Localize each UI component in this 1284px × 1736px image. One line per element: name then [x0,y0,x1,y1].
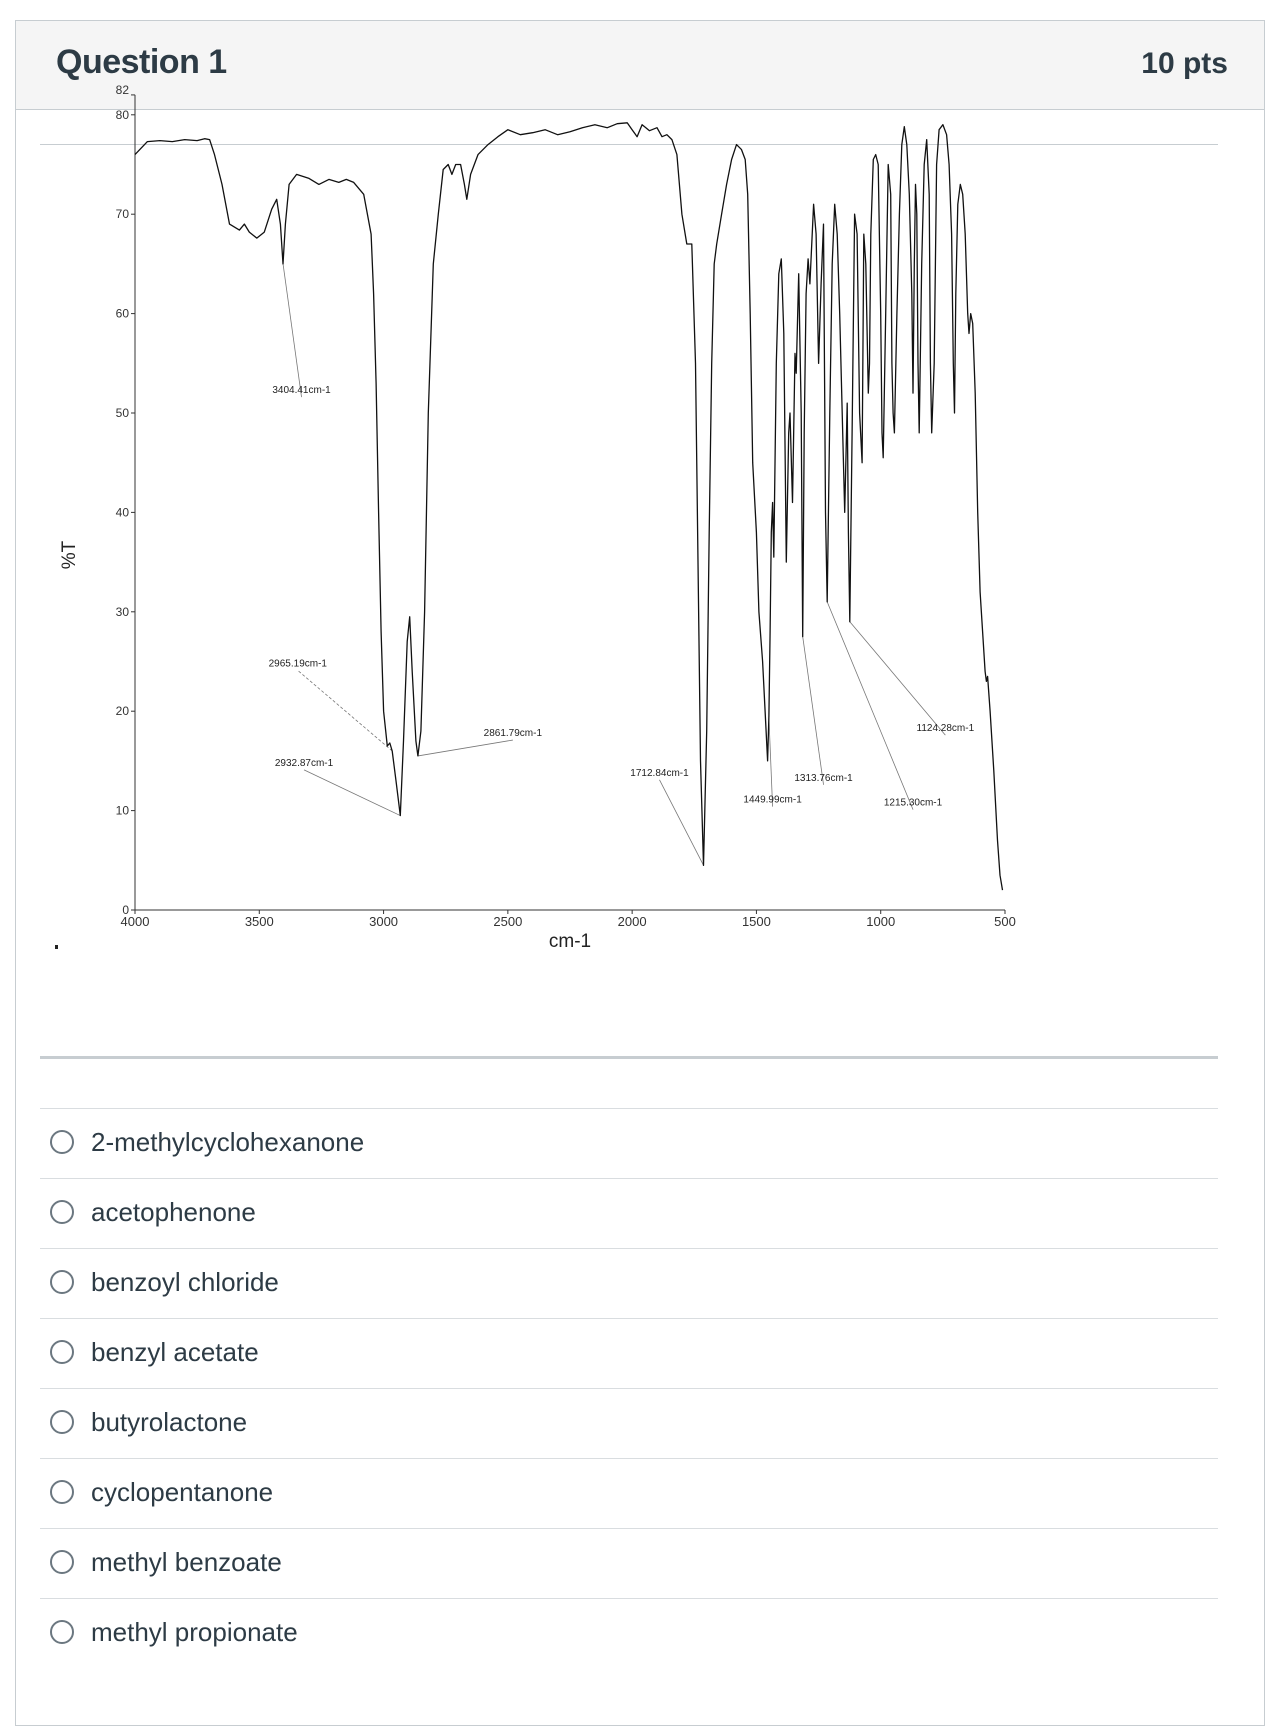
peak-label: 1449.99cm-1 [743,794,802,806]
x-tick-label: 2000 [617,914,647,929]
question-header [16,21,1264,110]
y-tick-label: 80 [115,107,129,122]
radio-button[interactable] [50,1550,74,1574]
answer-option[interactable] [40,1108,1218,1178]
peak-leader-line [803,637,824,785]
peak-leader-line [304,770,400,816]
peak-leader-line [659,780,703,865]
answer-label: cyclopentanone [91,1477,274,1507]
radio-button[interactable] [50,1410,74,1434]
question-points: 10 pts [1141,47,1228,80]
ir-spectrum-chart [40,82,1218,1055]
x-axis-label: cm-1 [548,931,592,952]
y-axis-label: %T [59,540,80,570]
radio-button[interactable] [50,1130,74,1154]
peak-label: 2965.19cm-1 [268,658,328,670]
answer-label: benzyl acetate [91,1337,259,1367]
peak-leader-line [850,622,946,735]
answer-option[interactable] [40,1598,1218,1668]
peak-label: 1712.84cm-1 [630,767,689,779]
radio-button[interactable] [50,1480,74,1504]
y-tick-label: 10 [115,803,129,818]
x-tick-label: 4000 [120,914,150,929]
y-tick-label: 70 [115,207,129,222]
answer-list [40,1108,1218,1668]
answer-label: butyrolactone [91,1407,248,1437]
radio-button[interactable] [50,1340,74,1364]
answer-label: methyl propionate [91,1617,298,1647]
x-tick-label: 1500 [741,914,771,929]
peak-label: 1215.30cm-1 [883,797,943,809]
y-tick-label: 40 [115,505,129,520]
x-tick-label: 500 [994,914,1016,929]
answer-label: methyl benzoate [91,1547,282,1577]
x-tick-label: 1000 [866,914,896,929]
y-tick-label: 82 [115,82,129,97]
peak-label: 3404.41cm-1 [272,385,331,397]
radio-button[interactable] [50,1200,74,1224]
peak-label: 2932.87cm-1 [274,757,334,769]
answer-option[interactable] [40,1318,1218,1388]
spectrum-line [135,123,1003,890]
peak-leader-line [298,670,392,750]
x-tick-label: 3000 [369,914,399,929]
x-tick-label: 2500 [493,914,523,929]
peak-leader-line [769,716,773,806]
y-tick-label: 50 [115,406,129,420]
answer-option[interactable] [40,1528,1218,1598]
question-title: Question 1 [56,43,227,81]
peak-label: 1124.28cm-1 [916,723,975,735]
radio-button[interactable] [50,1620,74,1644]
peak-leader-line [418,740,513,756]
ir-spectrum-figure [40,82,1218,1059]
y-tick-label: 20 [115,704,129,719]
answer-option[interactable] [40,1458,1218,1528]
peak-label: 1313.76cm-1 [794,772,853,784]
answer-label: acetophenone [91,1197,256,1227]
answer-label: 2-methylcyclohexanone [91,1127,365,1157]
y-tick-label: 60 [115,306,129,321]
peak-label: 2861.79cm-1 [483,728,543,740]
radio-button[interactable] [50,1270,74,1294]
y-tick-label: 0 [122,903,129,917]
answer-label: benzoyl chloride [91,1267,279,1297]
answer-option[interactable] [40,1178,1218,1248]
x-tick-label: 3500 [244,914,274,929]
answer-option[interactable] [40,1248,1218,1318]
answer-option[interactable] [40,1388,1218,1458]
y-tick-label: 30 [115,604,129,619]
peak-leader-line [283,264,301,397]
